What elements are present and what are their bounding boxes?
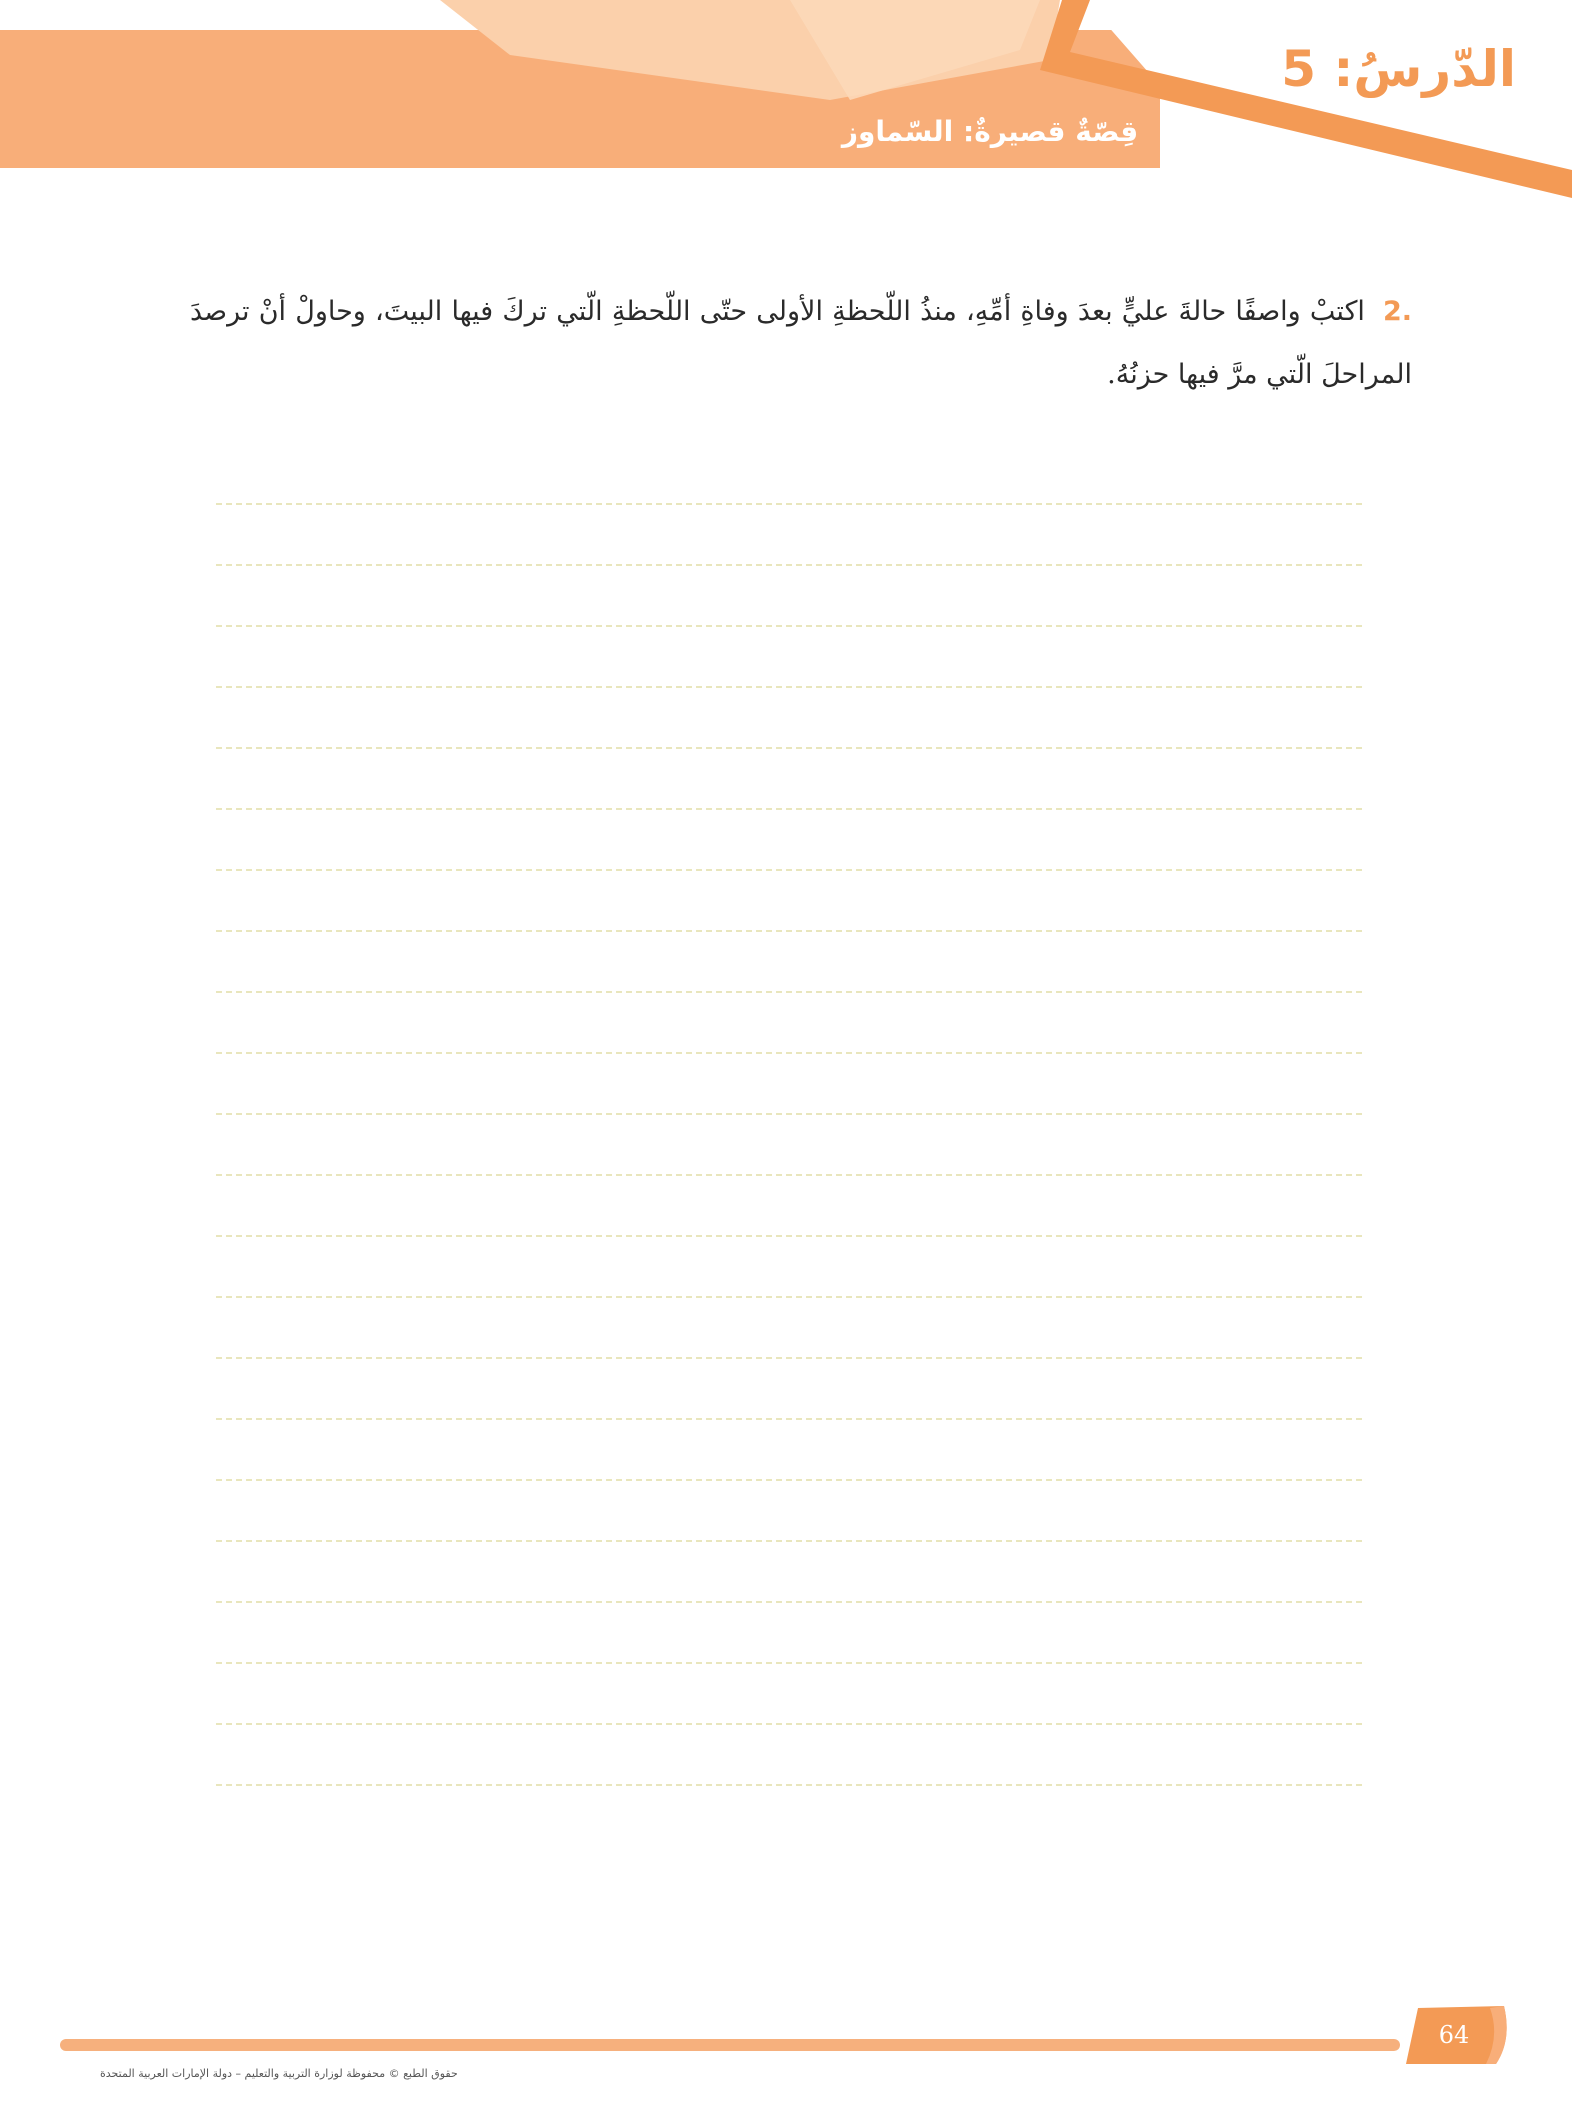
answer-line[interactable]: [216, 1542, 1362, 1603]
answer-line[interactable]: [216, 1481, 1362, 1542]
question-block: [190, 280, 1412, 406]
lesson-title: الدّرسُ: 5: [1281, 40, 1516, 98]
answer-line[interactable]: [216, 993, 1362, 1054]
answer-line[interactable]: [216, 1115, 1362, 1176]
page-number: 64: [1438, 2021, 1470, 2049]
answer-line[interactable]: [216, 688, 1362, 749]
header-banner: [0, 0, 1572, 200]
footer-bar: [60, 2039, 1400, 2051]
answer-line[interactable]: [216, 810, 1362, 871]
answer-line[interactable]: [216, 627, 1362, 688]
answer-line[interactable]: [216, 1237, 1362, 1298]
answer-line[interactable]: [216, 566, 1362, 627]
answer-line[interactable]: [216, 1054, 1362, 1115]
answer-line[interactable]: [216, 505, 1362, 566]
answer-line[interactable]: [216, 1664, 1362, 1725]
answer-writing-area[interactable]: [216, 444, 1362, 1786]
answer-line[interactable]: [216, 1359, 1362, 1420]
answer-line[interactable]: [216, 871, 1362, 932]
answer-line[interactable]: [216, 1603, 1362, 1664]
question-text: اكتبْ واصفًا حالةَ عليٍّ بعدَ وفاةِ أمِّهِ، منذُ اللّحظةِ الأولى حتّى اللّحظةِ الّتي تركَ فيها البيتَ، وحاولْ أنْ ترصدَ المراحلَ الّتي مرَّ فيها حزنُهُ.: [190, 296, 1412, 390]
answer-line[interactable]: [216, 1420, 1362, 1481]
answer-line[interactable]: [216, 1298, 1362, 1359]
answer-line[interactable]: [216, 932, 1362, 993]
answer-line[interactable]: [216, 749, 1362, 810]
answer-line[interactable]: [216, 444, 1362, 505]
answer-line[interactable]: [216, 1725, 1362, 1786]
copyright-notice: حقوق الطبع © محفوظة لوزارة التربية والتعليم – دولة الإمارات العربية المتحدة: [100, 2067, 458, 2080]
question-number: .2: [1382, 296, 1412, 327]
answer-line[interactable]: [216, 1176, 1362, 1237]
lesson-subtitle: قِصّةٌ قصيرةٌ: السّماوز: [841, 115, 1139, 148]
